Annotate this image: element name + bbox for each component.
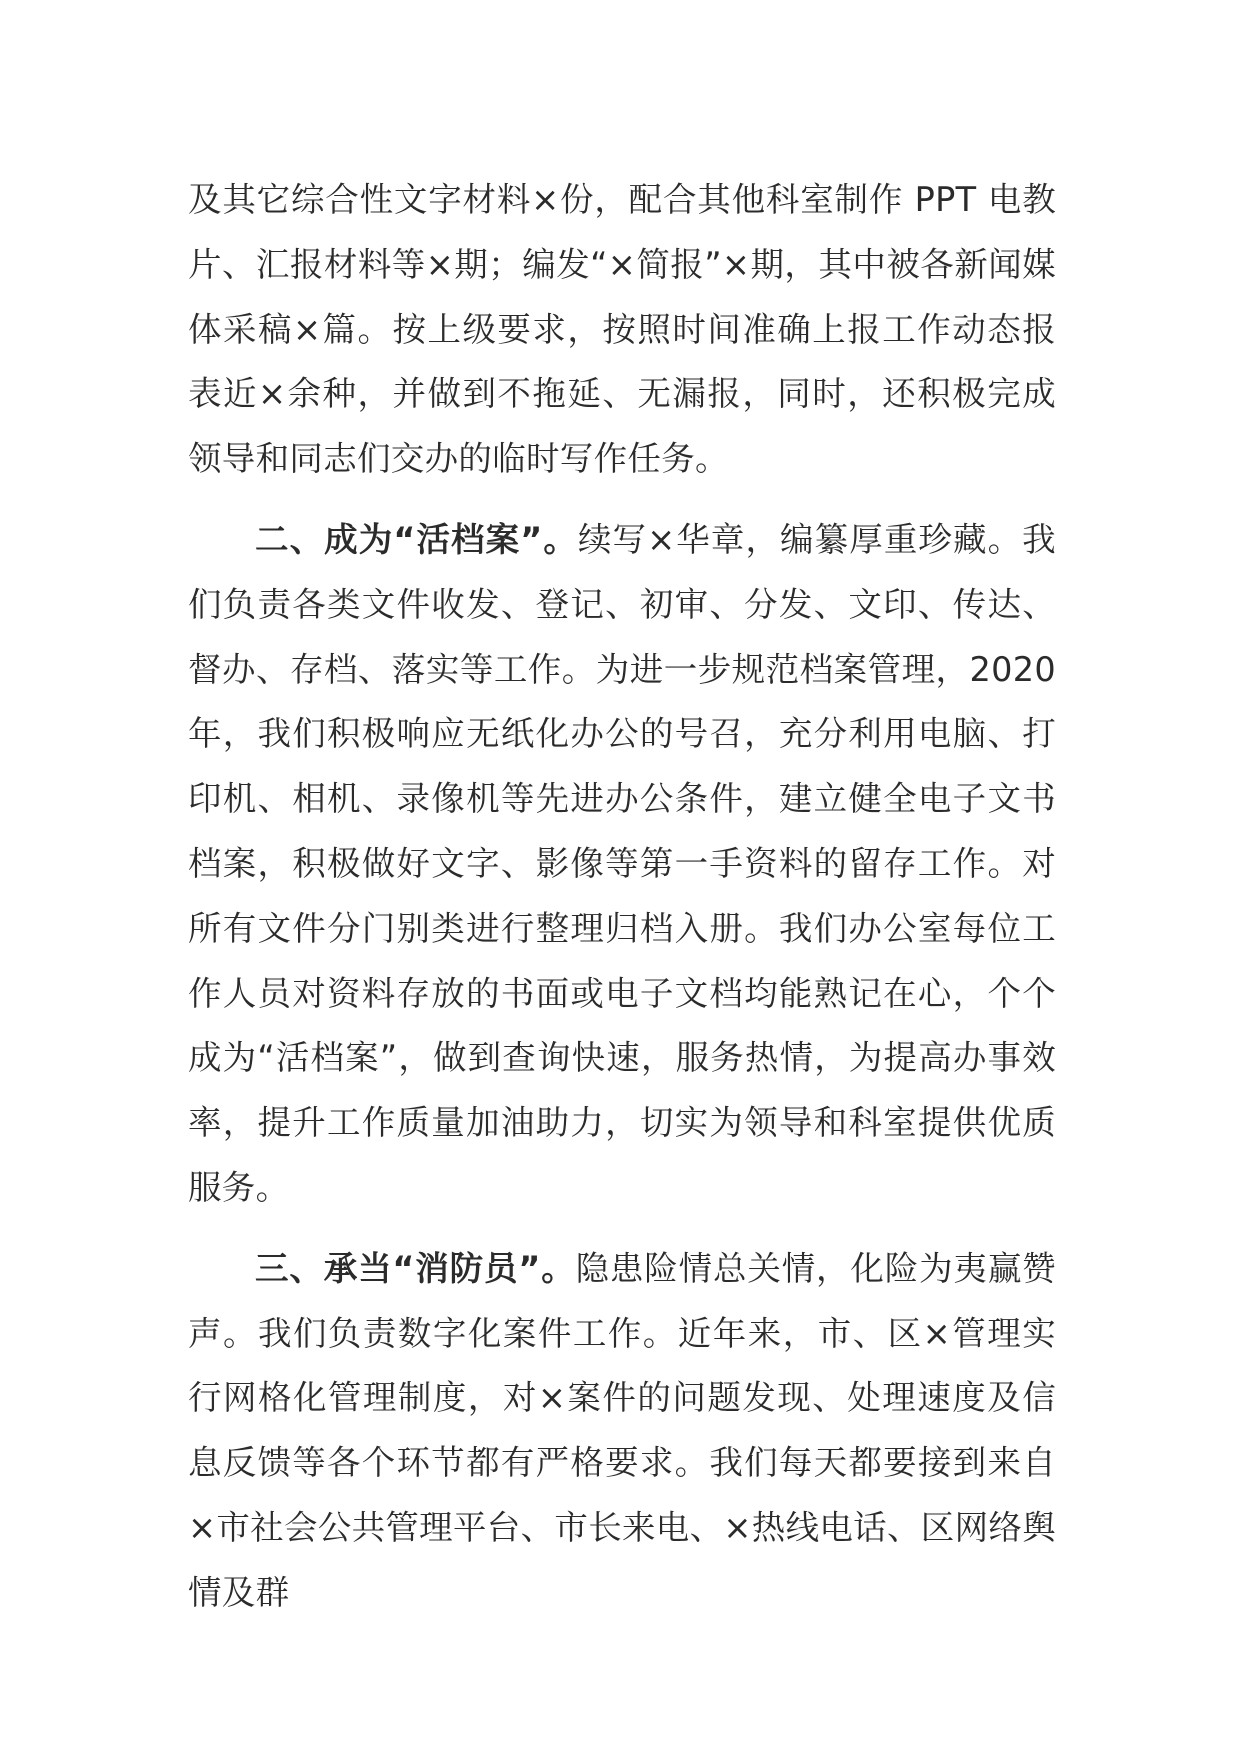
paragraph-text: 续写×华章，编纂厚重珍藏。我们负责各类文件收发、登记、初审、分发、文印、传达、督办、存档、落实等工作。为进一步规范档案管理，2020年，我们积极响应无纸化办公的号召，充分利用电脑、打印机、相机、录像机等先进办公条件，建立健全电子文书档案，积极做好文字、影像等第一手资料的留存工作。对所有文件分门别类进行整理归档入册。我们办公室每位工作人员对资料存放的书面或电子文档均能熟记在心，个个成为“活档案”，做到查询快速，服务热情，为提高办事效率，提升工作质量加油助力，切实为领导和科室提供优质服务。 xyxy=(188,519,1056,1207)
section-heading: 三、承当“消防员”。 xyxy=(255,1248,576,1288)
paragraph-continuation xyxy=(188,168,1056,492)
section-heading: 二、成为“活档案”。 xyxy=(255,519,578,559)
paragraph-text: 及其它综合性文字材料×份，配合其他科室制作 PPT 电教片、汇报材料等×期；编发“×简报”×期，其中被各新闻媒体采稿×篇。按上级要求，按照时间准确上报工作动态报表近×余种，并做到不拖延、无漏报，同时，还积极完成领导和同志们交办的临时写作任务。 xyxy=(188,180,1056,479)
paragraph-section-two xyxy=(188,508,1056,1221)
document-page xyxy=(188,168,1056,1626)
paragraph-section-three xyxy=(188,1237,1056,1626)
paragraph-text: 隐患险情总关情，化险为夷赢赞声。我们负责数字化案件工作。近年来，市、区×管理实行网格化管理制度，对×案件的问题发现、处理速度及信息反馈等各个环节都有严格要求。我们每天都要接到来自×市社会公共管理平台、市长来电、×热线电话、区网络舆情及群 xyxy=(188,1248,1056,1612)
